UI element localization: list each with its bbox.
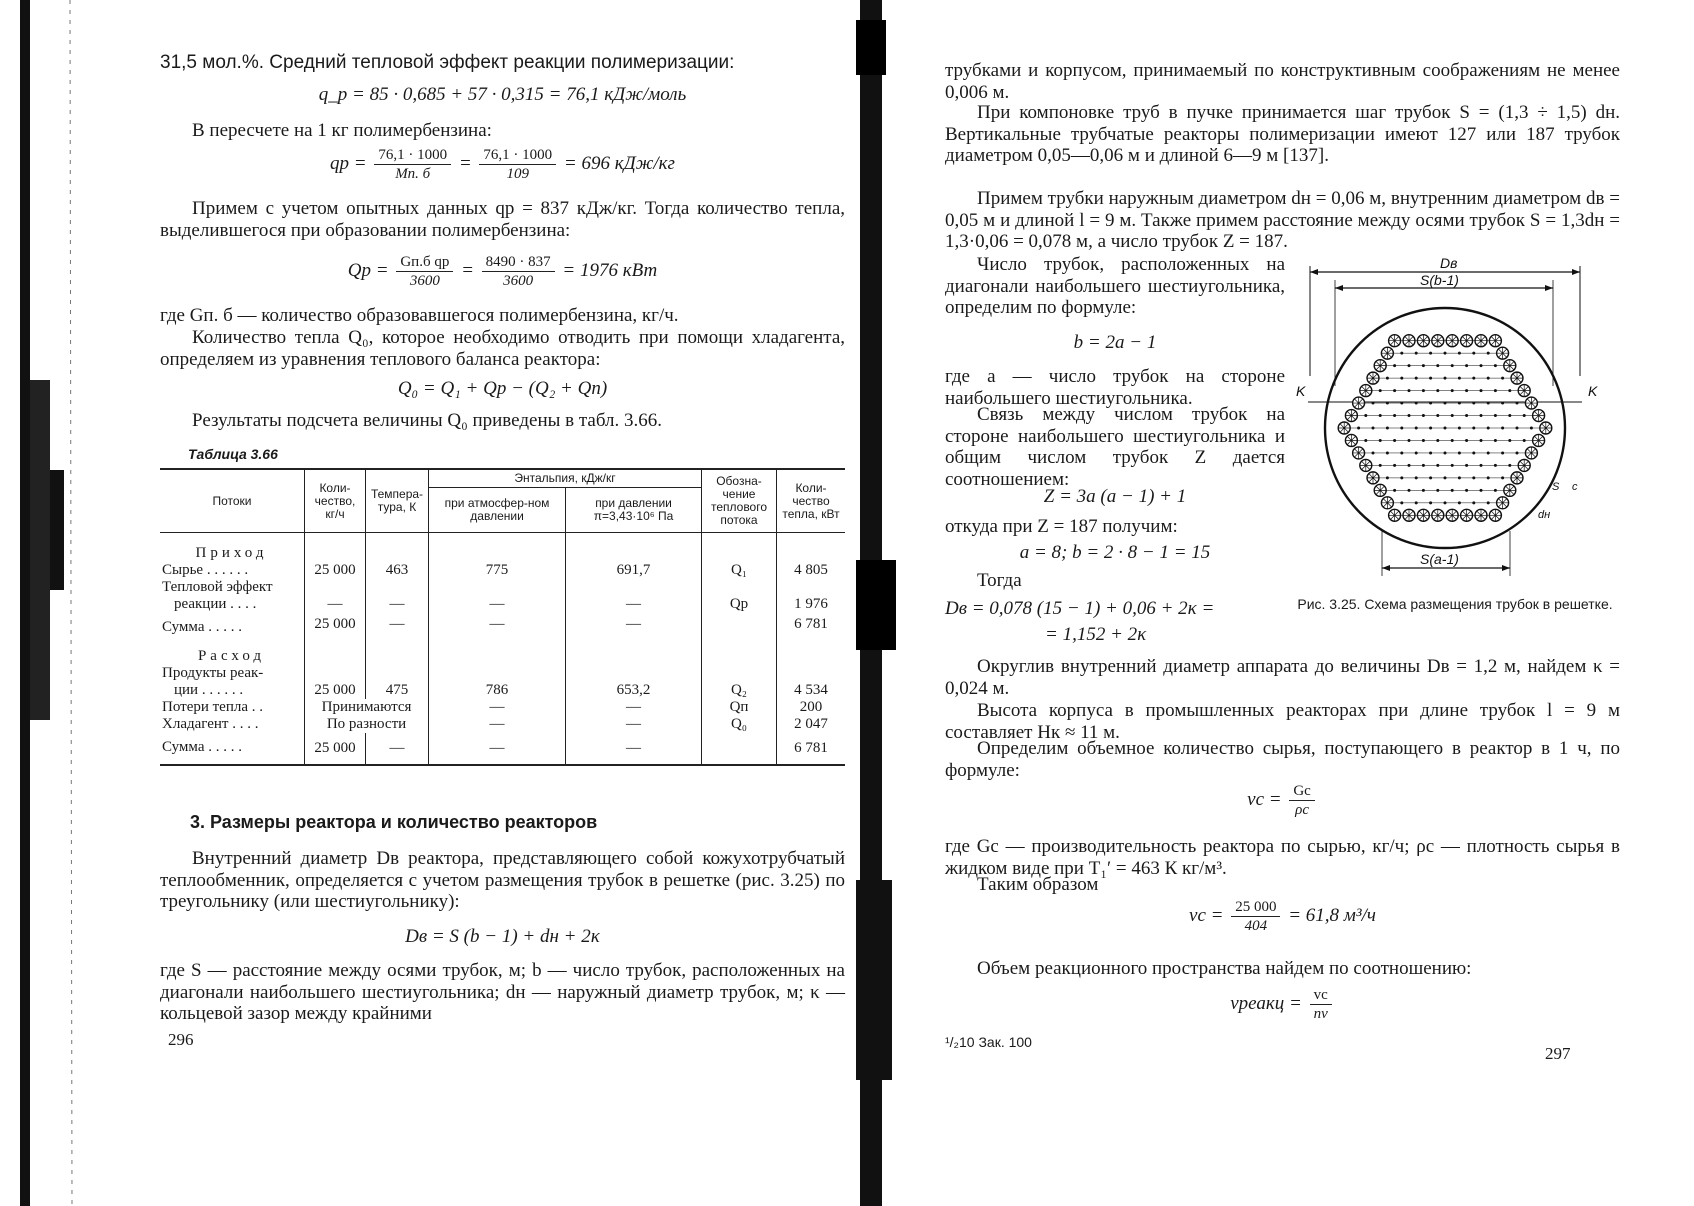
- table-row: Хладагент . . . . По разности — — Q₀ 2 047: [160, 716, 845, 733]
- right-para-1: трубками и корпусом, принимаемый по конструктивным соображениям не менее 0,006 м.: [945, 60, 1620, 103]
- tube-circle: [1393, 364, 1395, 366]
- left-para-7: Внутренний диаметр Dв реактора, представляющего собой кожухотрубчатый теплообменник, определяется с учетом размещения трубок в решетке (рис. 3.25) по треугольнику (или шестиугольнику):: [160, 848, 845, 912]
- tube-circle: [1386, 477, 1388, 479]
- tube-circle: [1408, 389, 1410, 391]
- tube-circle: [1501, 377, 1503, 379]
- tube-cross: [1417, 509, 1429, 521]
- tube-circle: [1444, 402, 1446, 404]
- row-label-prefix: Продукты реак-: [160, 665, 305, 682]
- tube-cross: [1497, 497, 1509, 509]
- tube-circle: [1357, 427, 1359, 429]
- tube-circle: [1451, 439, 1453, 441]
- tube-cross: [1475, 509, 1487, 521]
- tube-circle: [1379, 439, 1381, 441]
- table-row: Сумма . . . . . 25 000 — — — 6 781: [160, 733, 845, 765]
- tube-circle: [1422, 439, 1424, 441]
- left-line-4: где Gп. б — количество образовавшегося полимербензина, кг/ч.: [160, 305, 679, 326]
- th-heat: Коли-чество тепла, кВт: [777, 469, 846, 533]
- right-line-8: Тогда: [977, 570, 1022, 591]
- tube-circle: [1437, 464, 1439, 466]
- tube-circle: [1386, 402, 1388, 404]
- tube-circle: [1523, 414, 1525, 416]
- tube-circle: [1516, 427, 1518, 429]
- tube-circle: [1458, 502, 1460, 504]
- tube-circle: [1379, 389, 1381, 391]
- tube-cross: [1533, 434, 1545, 446]
- tube-circle: [1509, 439, 1511, 441]
- tube-circle: [1501, 427, 1503, 429]
- tube-cross: [1497, 347, 1509, 359]
- tube-cross: [1461, 335, 1473, 347]
- eq-diameter: Dв = S (b − 1) + dн + 2κ: [405, 926, 600, 947]
- table-row: Потери тепла . . Принимаются — — Qп 200: [160, 699, 845, 716]
- tube-circle: [1415, 352, 1417, 354]
- tube-circle: [1487, 402, 1489, 404]
- tube-circle: [1487, 502, 1489, 504]
- tube-circle: [1386, 427, 1388, 429]
- tube-circle: [1487, 427, 1489, 429]
- tube-cross: [1381, 347, 1393, 359]
- tube-circle: [1451, 464, 1453, 466]
- th-atm: при атмосфер-ном давлении: [429, 488, 566, 533]
- footer-note: ¹/₂10 Зак. 100: [945, 1034, 1032, 1050]
- tube-circle: [1401, 377, 1403, 379]
- tube-circle: [1501, 452, 1503, 454]
- tube-circle: [1458, 452, 1460, 454]
- tube-circle: [1451, 364, 1453, 366]
- tube-circle: [1401, 452, 1403, 454]
- table-row: ции . . . . . . 25 000 475 786 653,2 Q₂ 4 534: [160, 682, 845, 699]
- tube-circle: [1444, 502, 1446, 504]
- tube-circle: [1480, 489, 1482, 491]
- tube-circle: [1437, 389, 1439, 391]
- tube-circle: [1494, 439, 1496, 441]
- tube-circle: [1429, 452, 1431, 454]
- figure-caption: Рис. 3.25. Схема размещения трубок в решетке.: [1297, 596, 1613, 612]
- tube-circle: [1465, 489, 1467, 491]
- eq-vc: vc = $\frac{Gc}{\rho c}$: [945, 782, 1620, 819]
- tube-circle: [1473, 477, 1475, 479]
- tube-cross: [1353, 397, 1365, 409]
- tube-circle: [1408, 364, 1410, 366]
- tube-circle: [1473, 452, 1475, 454]
- tube-circle: [1401, 352, 1403, 354]
- eq-v-reac: vреакц = $\frac{vc}{nv}$: [945, 986, 1620, 1023]
- right-line-14: Объем реакционного пространства найдем по соотношению:: [977, 958, 1472, 979]
- tube-circle: [1494, 364, 1496, 366]
- tube-circle: [1494, 389, 1496, 391]
- eq-qp-per-kg: qp = $\frac{76,1 \cdot 1000}{Mп. б}$ = $\frac{76,1 \cdot 1000}{109}$ = 696 кДж/кг: [330, 147, 675, 182]
- tube-circle: [1429, 377, 1431, 379]
- label-k-right: K: [1588, 383, 1598, 399]
- label-s: S: [1552, 481, 1560, 493]
- tube-cross: [1489, 335, 1501, 347]
- label-s-a-1: S(a-1): [1420, 551, 1459, 567]
- tube-circle: [1509, 414, 1511, 416]
- tube-circle: [1422, 489, 1424, 491]
- tube-circle: [1415, 477, 1417, 479]
- left-para-5: Количество тепла Q₀, которое необходимо отводить при помощи хладагента, определяем из уравнения теплового баланса реактора:: [160, 327, 845, 370]
- label-k-left: K: [1296, 383, 1306, 399]
- tube-circle: [1372, 427, 1374, 429]
- tube-circle: [1444, 427, 1446, 429]
- tube-circle: [1465, 364, 1467, 366]
- section-outcome: Расход: [160, 636, 305, 665]
- eq-vc-value: vc = $\frac{25 000}{404}$ = 61,8 м³/ч: [1189, 899, 1376, 934]
- tube-circle: [1458, 427, 1460, 429]
- right-para-4: Число трубок, расположенных на диагонали наибольшего шестиугольника, определим по формуле:: [945, 254, 1285, 318]
- label-c: c: [1572, 481, 1578, 493]
- tube-circle: [1408, 439, 1410, 441]
- tube-circle: [1415, 427, 1417, 429]
- tube-circle: [1480, 439, 1482, 441]
- tube-circle: [1451, 414, 1453, 416]
- eq-heat-effect: q_p = 85 · 0,685 + 57 · 0,315 = 76,1 кДж/моль: [318, 84, 687, 105]
- tube-circle: [1429, 502, 1431, 504]
- tube-circle: [1393, 439, 1395, 441]
- tube-circle: [1415, 402, 1417, 404]
- tube-circle: [1401, 402, 1403, 404]
- tube-cross: [1475, 335, 1487, 347]
- tube-cross: [1461, 509, 1473, 521]
- tube-circle: [1465, 464, 1467, 466]
- left-para-8: где S — расстояние между осями трубок, м; b — число трубок, расположенных на диагонали наибольшего шестиугольника; dн — наружный диаметр трубок, м; κ — кольцевой зазор между крайними: [160, 960, 845, 1024]
- tube-circle: [1401, 477, 1403, 479]
- tube-circle: [1509, 389, 1511, 391]
- tube-circle: [1465, 389, 1467, 391]
- tube-circle: [1494, 464, 1496, 466]
- tube-cross: [1367, 372, 1379, 384]
- tube-cross: [1389, 335, 1401, 347]
- tube-circle: [1408, 489, 1410, 491]
- eq-z: Z = 3a (a − 1) + 1: [1043, 486, 1187, 507]
- right-para-10: Высота корпуса в промышленных реакторах при длине трубок l = 9 м составляет Hк ≈ 11 м.: [945, 700, 1620, 743]
- tube-circle: [1408, 414, 1410, 416]
- tube-circle: [1458, 477, 1460, 479]
- heat-balance-table: [160, 468, 845, 766]
- eq-heat-balance: Q₀ = Q₁ + Qp − (Q₂ + Qп): [397, 378, 608, 399]
- tube-circle: [1494, 414, 1496, 416]
- tube-circle: [1473, 377, 1475, 379]
- tube-cross: [1511, 372, 1523, 384]
- left-line-6: Результаты подсчета величины Q₀ приведены в табл. 3.66.: [192, 410, 662, 431]
- tube-circle: [1386, 452, 1388, 454]
- tube-circle: [1480, 464, 1482, 466]
- tube-circle: [1415, 452, 1417, 454]
- section-income: Приход: [160, 533, 305, 563]
- right-para-12: где Gc — производительность реактора по сырью, кг/ч; ρc — плотность сырья в жидком виде при T₁′ = 463 К кг/м³.: [945, 836, 1620, 879]
- tube-circle: [1473, 402, 1475, 404]
- table-caption: Таблица 3.66: [188, 446, 278, 462]
- tube-circle: [1444, 352, 1446, 354]
- tube-circle: [1429, 402, 1431, 404]
- tube-circle: [1401, 502, 1403, 504]
- tube-cross: [1353, 447, 1365, 459]
- th-temperature: Темпера-тура, К: [366, 469, 429, 533]
- right-para-2: При компоновке труб в пучке принимается шаг трубок S = (1,3 ÷ 1,5) dн. Вертикальные трубчатые реакторы полимеризации имеют 127 или 187 трубок диаметром 0,05—0,06 м и длиной 6—9 м [137].: [945, 102, 1620, 166]
- right-para-6: Связь между числом трубок на стороне наибольшего шестиугольника и общим числом трубок Z дается соотношением:: [945, 404, 1285, 490]
- tube-cross: [1511, 472, 1523, 484]
- tube-circle: [1408, 464, 1410, 466]
- right-para-5: где a — число трубок на стороне наибольшего шестиугольника.: [945, 366, 1285, 409]
- th-flows: Потоки: [160, 469, 305, 533]
- tube-circle: [1494, 489, 1496, 491]
- right-para-11: Определим объемное количество сырья, поступающего в реактор в 1 ч, по формуле:: [945, 738, 1620, 781]
- tube-circle: [1444, 452, 1446, 454]
- gutter-shadow: [856, 0, 900, 1206]
- eq-d1: Dв = 0,078 (15 − 1) + 0,06 + 2κ =: [945, 598, 1215, 619]
- table-row: реакции . . . . — — — — Qp 1 976: [160, 596, 845, 613]
- tube-cross: [1417, 335, 1429, 347]
- tube-circle: [1379, 464, 1381, 466]
- tube-circle: [1429, 427, 1431, 429]
- right-para-3: Примем трубки наружным диаметром dн = 0,06 м, внутренним диаметром dв = 0,05 м и длиной l = 9 м. Также примем расстояние между осями трубок S = 1,3dн = 1,3·0,06 = 0,078 м, а число трубок Z = 187.: [945, 188, 1620, 252]
- tube-circle: [1473, 352, 1475, 354]
- tube-circle: [1365, 414, 1367, 416]
- tube-cross: [1525, 397, 1537, 409]
- tube-circle: [1480, 389, 1482, 391]
- tube-circle: [1422, 464, 1424, 466]
- tube-circle: [1372, 452, 1374, 454]
- tube-circle: [1530, 427, 1532, 429]
- tube-circle: [1501, 402, 1503, 404]
- eq-Qp: Qp = $\frac{\text{Gп.б qp}}{3600}$ = $\frac{8490 \cdot 837}{3600}$ = 1976 кВт: [347, 254, 658, 289]
- tube-cross: [1533, 410, 1545, 422]
- eq-b: b = 2a − 1: [1073, 332, 1157, 353]
- tube-circle: [1386, 377, 1388, 379]
- tube-cross: [1367, 472, 1379, 484]
- tube-circle: [1365, 439, 1367, 441]
- tube-circle: [1473, 502, 1475, 504]
- tube-circle: [1422, 364, 1424, 366]
- tube-circle: [1429, 352, 1431, 354]
- tube-circle: [1516, 452, 1518, 454]
- tube-circle: [1372, 402, 1374, 404]
- tube-circle: [1487, 452, 1489, 454]
- tube-cross: [1345, 410, 1357, 422]
- label-dv: Dв: [1440, 256, 1458, 271]
- right-line-13: Таким образом: [977, 874, 1099, 895]
- tube-circle: [1473, 427, 1475, 429]
- tube-circle: [1393, 464, 1395, 466]
- tube-circle: [1451, 489, 1453, 491]
- tube-grid: [1338, 335, 1552, 522]
- tube-cross: [1489, 509, 1501, 521]
- tube-circle: [1437, 489, 1439, 491]
- tube-circle: [1415, 377, 1417, 379]
- th-pressure: при давлении π=3,43·10⁶ Па: [566, 488, 702, 533]
- tube-circle: [1487, 377, 1489, 379]
- tube-circle: [1393, 389, 1395, 391]
- right-line-7: откуда при Z = 187 получим:: [945, 516, 1178, 537]
- th-enthalpy: Энтальпия, кДж/кг: [429, 469, 702, 488]
- tube-circle: [1516, 402, 1518, 404]
- left-line-2: В пересчете на 1 кг полимербензина:: [192, 120, 492, 141]
- tube-circle: [1437, 439, 1439, 441]
- tube-circle: [1480, 414, 1482, 416]
- tube-circle: [1509, 464, 1511, 466]
- tube-circle: [1444, 377, 1446, 379]
- tube-circle: [1429, 477, 1431, 479]
- tube-circle: [1501, 477, 1503, 479]
- tube-cross: [1381, 497, 1393, 509]
- right-para-9: Округлив внутренний диаметр аппарата до величины Dв = 1,2 м, найдем κ = 0,024 м.: [945, 656, 1620, 699]
- page-number-left: 296: [168, 1030, 194, 1049]
- tube-cross: [1403, 335, 1415, 347]
- tube-circle: [1465, 439, 1467, 441]
- left-para-3: Примем с учетом опытных данных qp = 837 кДж/кг. Тогда количество тепла, выделившегося при образовании полимербензина:: [160, 198, 845, 241]
- table-row: Сырье . . . . . . 25 000 463 775 691,7 Q₁ 4 805: [160, 562, 845, 579]
- tube-circle: [1393, 489, 1395, 491]
- tube-circle: [1422, 414, 1424, 416]
- tube-circle: [1415, 502, 1417, 504]
- tube-circle: [1523, 439, 1525, 441]
- label-dn: dн: [1538, 509, 1551, 521]
- th-symbol: Обозна-чение теплового потока: [702, 469, 777, 533]
- tube-circle: [1480, 364, 1482, 366]
- tube-cross: [1525, 447, 1537, 459]
- tube-circle: [1458, 352, 1460, 354]
- tube-layout-figure: [1290, 256, 1610, 586]
- tube-circle: [1444, 477, 1446, 479]
- tube-circle: [1487, 352, 1489, 354]
- tube-circle: [1437, 364, 1439, 366]
- tube-circle: [1379, 414, 1381, 416]
- tube-circle: [1422, 389, 1424, 391]
- tube-circle: [1458, 377, 1460, 379]
- left-line-1: 31,5 мол.%. Средний тепловой эффект реакции полимеризации:: [160, 52, 735, 73]
- row-label-prefix: Тепловой эффект: [160, 579, 305, 596]
- tube-circle: [1465, 414, 1467, 416]
- tube-circle: [1451, 389, 1453, 391]
- table-row: Сумма . . . . . 25 000 — — — 6 781: [160, 613, 845, 636]
- tube-cross: [1345, 434, 1357, 446]
- tube-circle: [1393, 414, 1395, 416]
- tube-circle: [1437, 414, 1439, 416]
- tube-circle: [1487, 477, 1489, 479]
- section-heading: 3. Размеры реактора и количество реакторов: [190, 812, 598, 832]
- tube-cross: [1403, 509, 1415, 521]
- tube-circle: [1458, 402, 1460, 404]
- page-number-right: 297: [1545, 1044, 1571, 1063]
- scan-edge-left: [0, 0, 82, 1206]
- tube-circle: [1401, 427, 1403, 429]
- th-quantity: Коли-чество, кг/ч: [305, 469, 366, 533]
- label-s-b-1: S(b-1): [1420, 272, 1459, 288]
- eq-d2: = 1,152 + 2κ: [1045, 624, 1147, 645]
- eq-ab: a = 8; b = 2 · 8 − 1 = 15: [1019, 542, 1211, 563]
